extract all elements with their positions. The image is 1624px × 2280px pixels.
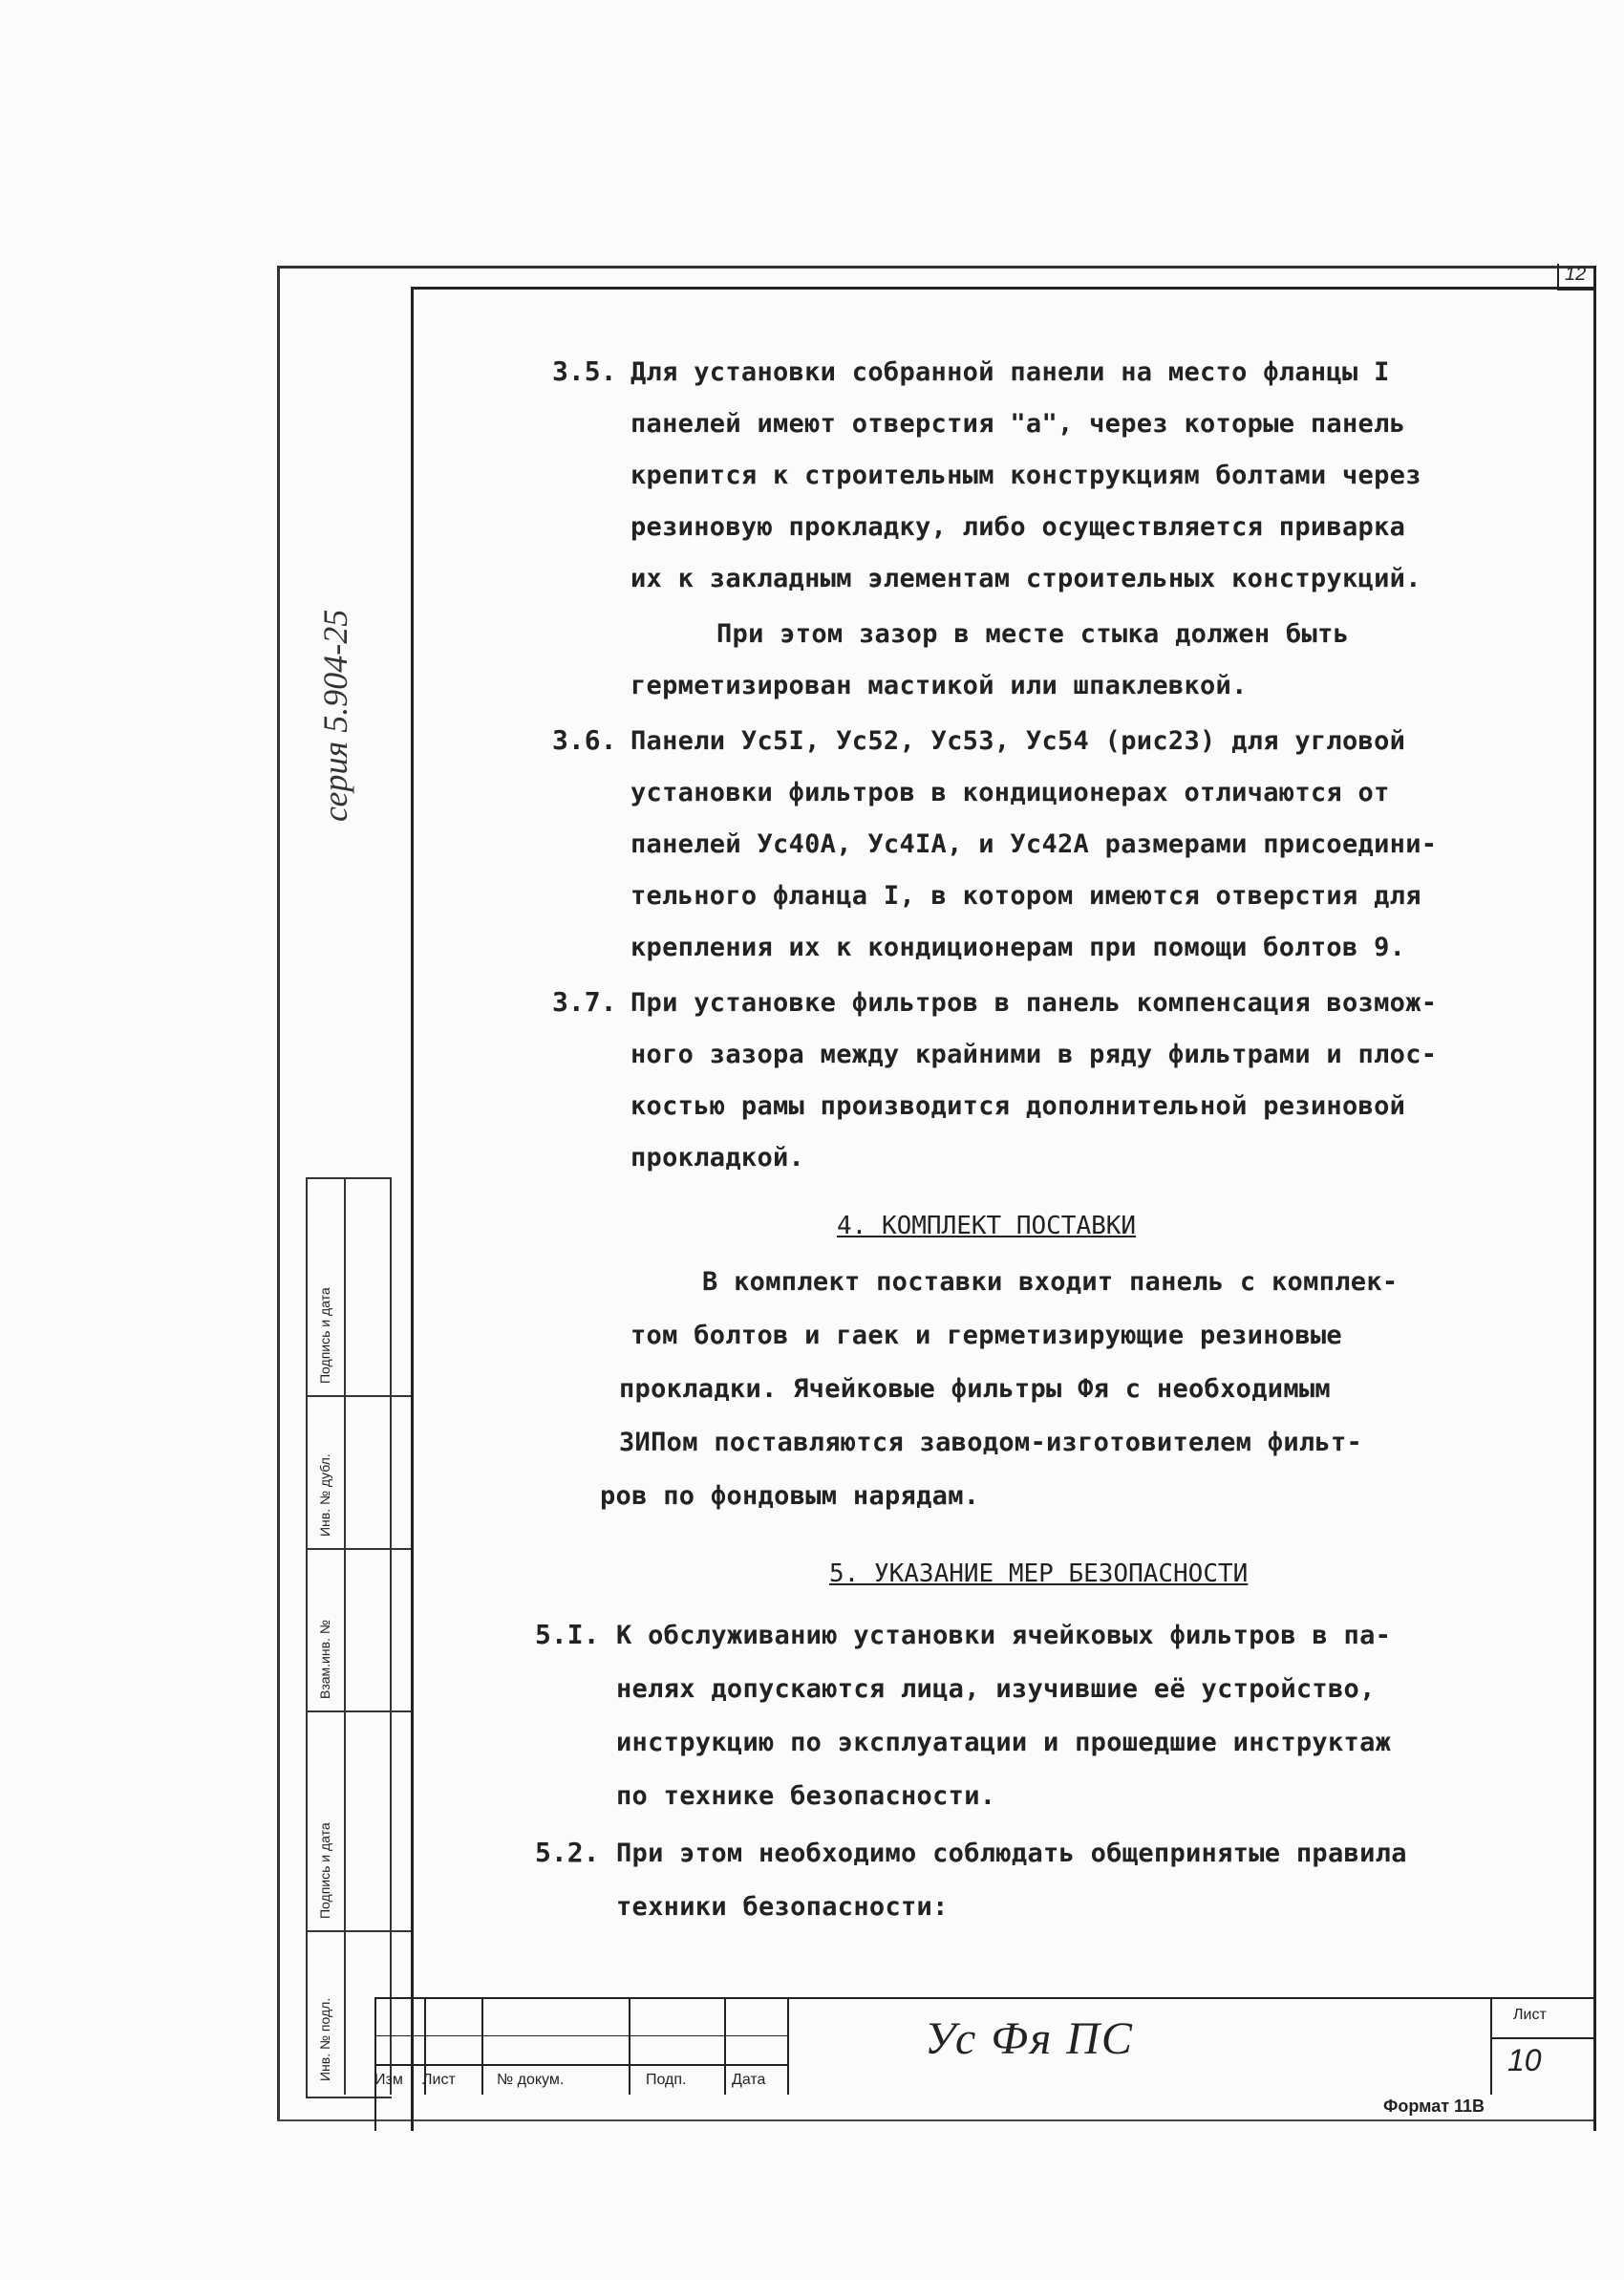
section-heading: 4. КОМПЛЕКТ ПОСТАВКИ bbox=[837, 1212, 1137, 1240]
col-label-izm: Изм bbox=[374, 2072, 403, 2088]
stamp-column-divider bbox=[344, 1177, 346, 2095]
stamp-label: Инв. № подл. bbox=[317, 1997, 332, 2081]
title-block-col bbox=[374, 1997, 376, 2131]
outer-frame-left bbox=[277, 266, 280, 2119]
inner-frame-right bbox=[1593, 266, 1596, 2131]
series-label: серия 5.904-25 bbox=[316, 609, 354, 822]
stamp-label: Взам.инв. № bbox=[317, 1620, 332, 1699]
document-designation: Ус Фя ПС bbox=[925, 2013, 1134, 2064]
text-line: панелей имеют отверстия "а", через которые панель bbox=[630, 409, 1406, 439]
text-line: При установке фильтров в панель компенсация возмож- bbox=[630, 988, 1438, 1018]
col-label-sign: Подп. bbox=[646, 2072, 687, 2088]
text-line: техники безопасности: bbox=[616, 1892, 949, 1922]
text-line: ного зазора между крайними в ряду фильтрами и плос- bbox=[630, 1040, 1438, 1069]
text-line: ров по фондовым нарядам. bbox=[600, 1481, 980, 1511]
stamp-label: Подпись и дата bbox=[317, 1822, 332, 1919]
inner-frame-top bbox=[411, 287, 1595, 290]
col-label-doc: № докум. bbox=[497, 2072, 565, 2088]
text-line: В комплект поставки входит панель с комплек- bbox=[702, 1267, 1399, 1297]
title-block-col bbox=[724, 1997, 726, 2095]
text-line: прокладки. Ячейковые фильтры Фя с необходимым bbox=[619, 1374, 1331, 1404]
section-number: 3.6. bbox=[552, 724, 617, 756]
text-line: по технике безопасности. bbox=[616, 1781, 996, 1811]
section-number: 3.7. bbox=[552, 986, 617, 1018]
stamp-column-divider bbox=[390, 1177, 392, 2095]
text-line: Для установки собранной панели на место фланцы I bbox=[630, 357, 1390, 387]
outer-frame-bottom bbox=[277, 2119, 1595, 2121]
text-line: Панели Ус5I, Ус52, Ус53, Ус54 (рис23) для угловой bbox=[630, 726, 1406, 756]
title-block-col bbox=[481, 1997, 483, 2095]
text-line: прокладкой. bbox=[630, 1143, 805, 1172]
stamp-label: Инв. № дубл. bbox=[317, 1453, 332, 1537]
text-line: панелей Ус40А, Ус4IА, и Ус42А размерами присоедини- bbox=[630, 829, 1438, 859]
section-number: 5.2. bbox=[535, 1837, 600, 1868]
inner-frame-left bbox=[411, 287, 414, 2131]
section-number: 3.5. bbox=[552, 355, 617, 387]
section-heading: 5. УКАЗАНИЕ МЕР БЕЗОПАСНОСТИ bbox=[829, 1559, 1249, 1588]
stamp-separator bbox=[306, 1548, 411, 1550]
text-line: установки фильтров в кондиционерах отличаются от bbox=[630, 778, 1390, 807]
sheet-number: 10 bbox=[1507, 2043, 1542, 2077]
title-block-col bbox=[1490, 1997, 1492, 2095]
text-line: нелях допускаются лица, изучившие её устройство, bbox=[616, 1674, 1376, 1704]
title-block-col bbox=[629, 1997, 630, 2095]
text-line: костью рамы производится дополнительной резиновой bbox=[630, 1091, 1406, 1121]
text-line: резиновую прокладку, либо осуществляется приварка bbox=[630, 512, 1406, 542]
text-line: К обслуживанию установки ячейковых фильтров в па- bbox=[616, 1621, 1392, 1650]
stamp-separator bbox=[306, 1930, 411, 1932]
col-label-list: Лист bbox=[422, 2072, 456, 2088]
text-line: крепления их к кондиционерам при помощи болтов 9. bbox=[630, 933, 1406, 962]
title-block-top bbox=[374, 1997, 1595, 1999]
top-sheet-number: 12 bbox=[1565, 264, 1587, 285]
format-label: Формат 11В bbox=[1383, 2097, 1485, 2116]
title-block-col bbox=[787, 1997, 789, 2095]
text-line: ЗИПом поставляются заводом-изготовителем фильт- bbox=[619, 1428, 1363, 1457]
text-line: герметизирован мастикой или шпаклевкой. bbox=[630, 671, 1248, 700]
outer-frame-top bbox=[277, 266, 1595, 269]
text-line: При этом необходимо соблюдать общепринятые правила bbox=[616, 1839, 1407, 1868]
text-line: крепится к строительным конструкциям болтами через bbox=[630, 461, 1421, 490]
text-line: тельного фланца I, в котором имеются отверстия для bbox=[630, 881, 1421, 911]
stamp-separator bbox=[306, 1395, 411, 1397]
title-block-row bbox=[1490, 2037, 1595, 2039]
text-line: том болтов и гаек и герметизирующие резиновые bbox=[630, 1321, 1342, 1350]
text-line: инструкцию по эксплуатации и прошедшие инструктаж bbox=[616, 1728, 1392, 1757]
sheet-label: Лист bbox=[1513, 2007, 1547, 2023]
col-label-date: Дата bbox=[732, 2072, 766, 2088]
text-line: При этом зазор в месте стыка должен быть bbox=[716, 619, 1350, 649]
section-number: 5.I. bbox=[535, 1619, 600, 1650]
stamp-label: Подпись и дата bbox=[317, 1287, 332, 1384]
text-line: их к закладным элементам строительных конструкций. bbox=[630, 564, 1421, 593]
stamp-separator bbox=[306, 1710, 411, 1712]
